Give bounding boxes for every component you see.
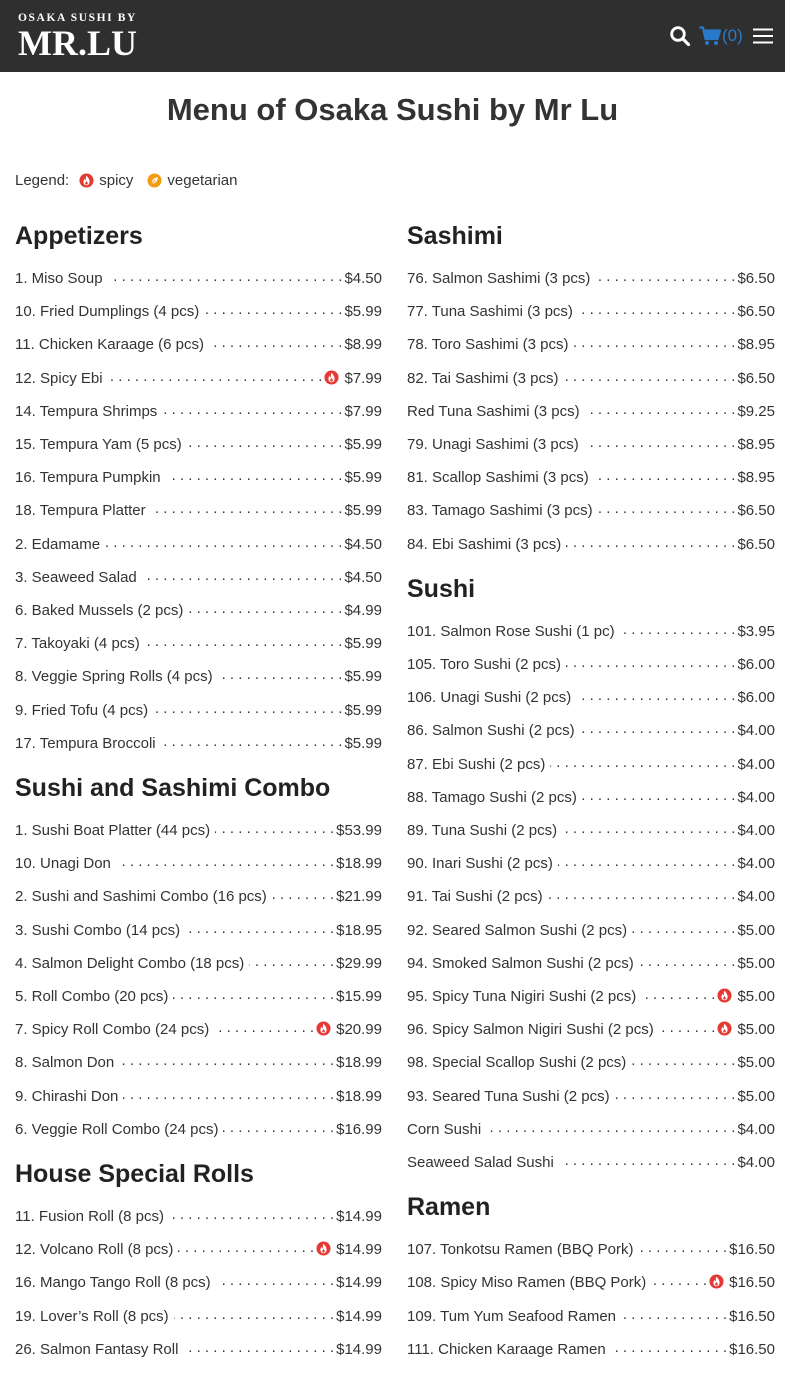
dot-leader [562,819,735,839]
menu-item-price: $6.50 [737,270,775,287]
dot-leader [249,952,334,972]
dot-leader [188,599,342,619]
menu-item-name: 89. Tuna Sushi (2 pcs) [407,822,558,839]
category-title-ramen: Ramen [407,1193,491,1222]
menu-item-name: 12. Spicy Ebi [15,369,103,387]
menu-item-price: $6.50 [737,369,775,387]
menu-item-name: 16. Tempura Pumpkin [15,469,161,487]
menu-item-price: $14.99 [336,1208,382,1225]
dot-leader [162,400,342,420]
legend-vegetarian-label: vegetarian [167,172,238,189]
menu-item-name: 3. Sushi Combo (14 pcs) [15,921,181,939]
menu-item[interactable] [15,852,382,872]
menu-item-price: $53.99 [336,822,382,839]
menu-item-name: 107. Tonkotsu Ramen (BBQ Pork) [407,1241,634,1259]
menu-item[interactable] [15,466,382,486]
menu-item[interactable] [407,433,775,453]
menu-item[interactable] [15,632,382,652]
dot-leader [611,1338,727,1358]
menu-item[interactable] [15,919,382,939]
menu-item-name: 15. Tempura Yam (5 pcs) [15,436,182,453]
menu-item-name: 16. Mango Tango Roll (8 pcs) [15,1274,211,1292]
menu-item[interactable] [407,1018,775,1038]
spicy-icon [79,173,94,188]
menu-item[interactable] [15,333,382,353]
menu-item[interactable] [15,699,382,719]
menu-item-price: $29.99 [336,954,382,972]
menu-item-price: $5.99 [344,436,382,453]
menu-item[interactable] [15,732,382,752]
menu-item[interactable] [15,367,382,387]
dot-leader [119,1051,334,1071]
category-title-sushi-and-sashimi-combo: Sushi and Sashimi Combo [15,774,331,802]
menu-item-price: $5.00 [737,1021,775,1039]
menu-item[interactable] [407,819,775,839]
menu-item-name: 17. Tempura Broccoli [15,734,156,752]
menu-item[interactable] [407,1051,775,1071]
menu-item-price: $3.95 [737,622,775,640]
dot-leader [651,1271,707,1291]
menu-item-name: 111. Chicken Karaage Ramen [407,1340,606,1358]
menu-item-price: $14.99 [336,1241,382,1259]
dot-leader [595,267,735,287]
menu-item-price: $4.50 [344,270,382,287]
page-title: Menu of Osaka Sushi by Mr Lu [166,92,619,127]
menu-item-price: $8.95 [737,469,775,487]
menu-item[interactable] [15,665,382,685]
menu-item-name: 4. Salmon Delight Combo (18 pcs) [15,954,245,972]
menu-item[interactable] [15,1205,382,1225]
legend [15,172,251,189]
dot-leader [116,852,334,872]
menu-item[interactable] [407,952,775,972]
dot-leader [151,499,343,519]
menu-item-price: $4.00 [737,1120,775,1138]
menu-item[interactable] [407,267,775,287]
dot-leader [550,753,735,773]
menu-item-name: Seaweed Salad Sushi [407,1154,554,1171]
menu-item[interactable] [15,1305,382,1325]
menu-item-price: $18.99 [336,1087,382,1105]
category-title-house-special-rolls: House Special Rolls [15,1160,254,1188]
menu-item[interactable] [15,533,382,553]
menu-item[interactable] [407,1305,775,1325]
menu-item-name: 91. Tai Sushi (2 pcs) [407,888,543,906]
menu-item-price: $5.00 [737,1087,775,1105]
menu-item[interactable] [407,1238,775,1258]
menu-item-name: 12. Volcano Roll (8 pcs) [15,1241,174,1259]
dot-leader [582,786,736,806]
menu-item-name: 11. Chicken Karaage (6 pcs) [15,336,204,354]
menu-item[interactable] [15,1085,382,1105]
menu-item-price: $16.50 [729,1241,775,1259]
menu-item-name: 86. Salmon Sushi (2 pcs) [407,722,575,740]
menu-item[interactable] [407,653,775,673]
dot-leader [621,1305,727,1325]
menu-item-price: $5.00 [737,954,775,972]
menu-item-price: $16.50 [729,1307,775,1325]
menu-item-price: $4.00 [737,755,775,773]
menu-item-name: 1. Sushi Boat Platter (44 pcs) [15,822,211,839]
menu-item-price: $5.99 [344,668,382,686]
menu-item-name: 81. Scallop Sashimi (3 pcs) [407,469,589,487]
menu-item[interactable] [15,599,382,619]
menu-item[interactable] [15,433,382,453]
menu-item-price: $5.99 [344,303,382,321]
menu-item-name: 92. Seared Salmon Sushi (2 pcs) [407,921,628,939]
menu-item-price: $7.99 [344,402,382,420]
dot-leader [631,1051,735,1071]
menu-item-price: $4.00 [737,855,775,873]
dot-leader [183,1338,334,1358]
menu-item-price: $5.00 [737,988,775,1005]
menu-item-price: $18.99 [336,1054,382,1072]
dot-leader [166,466,343,486]
dot-leader [123,1085,334,1105]
menu-item-price: $5.00 [737,921,775,939]
dot-leader [218,665,343,685]
menu-item[interactable] [15,400,382,420]
search-icon[interactable] [669,25,691,47]
dot-leader [639,952,736,972]
dot-leader [573,333,735,353]
menu-item-name: 6. Veggie Roll Combo (24 pcs) [15,1120,219,1138]
dot-leader [641,985,715,1005]
menu-item-price: $4.50 [344,535,382,553]
menu-item[interactable] [407,533,775,553]
menu-item[interactable] [15,267,382,287]
dot-leader [639,1238,728,1258]
dot-leader [615,1085,736,1105]
menu-item-name: 101. Salmon Rose Sushi (1 pc) [407,622,615,640]
dot-leader [576,686,735,706]
dot-leader [584,433,736,453]
menu-item-price: $5.99 [344,734,382,752]
menu-item[interactable] [15,300,382,320]
menu-item[interactable] [407,333,775,353]
menu-item[interactable] [15,1118,382,1138]
dot-leader [272,885,334,905]
menu-item[interactable] [15,952,382,972]
menu-item-price: $5.99 [344,701,382,719]
dot-leader [161,732,343,752]
menu-item-price: $18.95 [336,921,382,939]
menu-item-price: $16.50 [729,1274,775,1292]
menu-item[interactable] [407,885,775,905]
spicy-icon [717,988,732,1003]
menu-item-name: 95. Spicy Tuna Nigiri Sushi (2 pcs) [407,988,637,1005]
category-title-appetizers: Appetizers [15,222,143,250]
menu-item[interactable] [407,1118,775,1138]
menu-item[interactable] [407,1338,775,1358]
cart-icon [699,26,721,46]
menu-item-price: $6.00 [737,656,775,673]
menu-item[interactable] [407,1151,775,1171]
legend-label: Legend: [15,172,70,189]
menu-item-name: 14. Tempura Shrimps [15,402,158,420]
dot-leader [566,533,735,553]
menu-item-name: 11. Fusion Roll (8 pcs) [15,1208,164,1225]
dot-leader [548,885,736,905]
menu-item-name: 78. Toro Sashimi (3 pcs) [407,336,569,354]
menu-item-price: $4.00 [737,722,775,740]
menu-item[interactable] [407,753,775,773]
menu-item[interactable] [407,786,775,806]
dot-leader [486,1118,735,1138]
menu-item-price: $20.99 [336,1021,382,1039]
menu-item-name: 93. Seared Tuna Sushi (2 pcs) [407,1087,610,1105]
dot-leader [142,566,343,586]
category-title-sashimi: Sashimi [407,222,503,250]
menu-item-name: 7. Takoyaki (4 pcs) [15,635,140,653]
spicy-icon [709,1274,724,1289]
menu-item-price: $8.95 [737,436,775,453]
vegetarian-icon [147,173,162,188]
menu-item[interactable] [407,719,775,739]
menu-item-name: 2. Edamame [15,535,101,553]
menu-item-name: 105. Toro Sushi (2 pcs) [407,656,561,673]
dot-leader [169,1205,334,1225]
dot-leader [185,919,334,939]
dot-leader [598,499,736,519]
spicy-icon [316,1021,331,1036]
menu-item-price: $14.99 [336,1307,382,1325]
spicy-icon [717,1021,732,1036]
menu-item-name: 8. Salmon Don [15,1054,115,1072]
menu-item-name: 9. Fried Tofu (4 pcs) [15,701,149,719]
menu-item[interactable] [15,985,382,1005]
menu-item-price: $4.50 [344,568,382,586]
cart-button[interactable] [699,25,743,47]
dot-leader [585,400,736,420]
menu-item-name: 3. Seaweed Salad [15,568,137,586]
menu-item-price: $21.99 [336,888,382,906]
menu-item-name: 77. Tuna Sashimi (3 pcs) [407,303,573,321]
menu-item-name: 2. Sushi and Sashimi Combo (16 pcs) [15,888,267,906]
dot-leader [204,300,342,320]
menu-item-name: 19. Lover’s Roll (8 pcs) [15,1307,169,1325]
menu-item[interactable] [15,1238,382,1258]
menu-item-price: $14.99 [336,1340,382,1358]
menu-item-name: 108. Spicy Miso Ramen (BBQ Pork) [407,1274,647,1292]
spicy-icon [316,1241,331,1256]
menu-item-price: $6.50 [737,303,775,321]
menu-item-name: 18. Tempura Platter [15,502,146,520]
menu-item[interactable] [407,620,775,640]
menu-item-price: $8.95 [737,336,775,354]
menu-item-name: 98. Special Scallop Sushi (2 pcs) [407,1054,627,1072]
menu-item-name: 79. Unagi Sashimi (3 pcs) [407,436,579,453]
dot-leader [620,620,736,640]
menu-item-price: $6.50 [737,535,775,553]
dot-leader [153,699,342,719]
dot-leader [594,466,736,486]
dot-leader [214,1018,314,1038]
menu-item-price: $18.99 [336,855,382,873]
menu-item[interactable] [407,400,775,420]
menu-item[interactable] [407,300,775,320]
menu-item[interactable] [15,1018,382,1038]
dot-leader [174,1305,334,1325]
menu-item[interactable] [15,1271,382,1291]
dot-leader [563,367,735,387]
spicy-icon [324,370,339,385]
category-title-sushi: Sushi [407,574,476,603]
menu-item-price: $5.99 [344,635,382,653]
cart-count: (0) [722,26,743,45]
menu-item-name: 83. Tamago Sashimi (3 pcs) [407,502,593,520]
menu-item-price: $4.00 [737,1154,775,1171]
menu-item-price: $9.25 [737,402,775,420]
dot-leader [215,819,334,839]
menu-item-name: 10. Unagi Don [15,855,111,873]
dot-leader [578,300,736,320]
menu-item-name: 6. Baked Mussels (2 pcs) [15,602,184,619]
dot-leader [178,1238,314,1258]
menu-item-name: 106. Unagi Sushi (2 pcs) [407,689,572,707]
menu-item-price: $7.99 [344,369,382,387]
menu-item[interactable] [407,852,775,872]
menu-item-name: 10. Fried Dumplings (4 pcs) [15,303,200,321]
menu-item[interactable] [407,1085,775,1105]
menu-item-price: $4.99 [344,602,382,619]
menu-item-name: 96. Spicy Salmon Nigiri Sushi (2 pcs) [407,1021,654,1039]
menu-item[interactable] [407,1271,775,1291]
menu-item-name: 82. Tai Sashimi (3 pcs) [407,369,559,387]
menu-item[interactable] [407,686,775,706]
logo[interactable] [18,11,158,61]
dot-leader [108,267,343,287]
menu-item-name: 76. Salmon Sashimi (3 pcs) [407,270,591,287]
menu-item[interactable] [15,1338,382,1358]
dot-leader [209,333,342,353]
logo-wordmark: MR.LU [18,23,137,63]
menu-item-name: 90. Inari Sushi (2 pcs) [407,855,553,873]
menu-item-price: $5.99 [344,469,382,487]
menu-item[interactable] [15,885,382,905]
menu-item-name: Corn Sushi [407,1120,482,1138]
menu-item[interactable] [407,919,775,939]
top-nav-bar [0,0,785,72]
dot-leader [659,1018,716,1038]
menu-item-price: $6.00 [737,689,775,707]
menu-item-price: $4.00 [737,888,775,906]
menu-item-name: 9. Chirashi Don [15,1087,119,1105]
menu-item-price: $4.00 [737,788,775,806]
dot-leader [105,533,342,553]
menu-item-price: $16.99 [336,1120,382,1138]
dot-leader [216,1271,334,1291]
menu-item[interactable] [15,819,382,839]
legend-spicy-label: spicy [99,172,134,189]
menu-item[interactable] [407,466,775,486]
menu-item-name: 109. Tum Yum Seafood Ramen [407,1307,617,1325]
menu-item-name: 88. Tamago Sushi (2 pcs) [407,788,577,806]
menu-item[interactable] [407,985,775,1005]
dot-leader [108,367,323,387]
dot-leader [187,433,343,453]
menu-item-price: $16.50 [729,1340,775,1358]
menu-item[interactable] [15,566,382,586]
dot-leader [558,852,736,872]
menu-item-name: 26. Salmon Fantasy Roll [15,1340,179,1358]
hamburger-menu-icon[interactable] [752,27,774,45]
menu-item-price: $14.99 [336,1274,382,1292]
menu-item-price: $5.00 [737,1054,775,1072]
menu-item[interactable] [407,367,775,387]
dot-leader [559,1151,736,1171]
menu-item-name: 94. Smoked Salmon Sushi (2 pcs) [407,954,634,972]
menu-item-price: $8.99 [344,336,382,354]
menu-item-name: Red Tuna Sashimi (3 pcs) [407,402,580,420]
menu-item-price: $15.99 [336,988,382,1005]
menu-item[interactable] [407,499,775,519]
dot-leader [145,632,343,652]
menu-item-name: 87. Ebi Sushi (2 pcs) [407,755,546,773]
dot-leader [580,719,736,739]
menu-item-price: $4.00 [737,822,775,839]
dot-leader [632,919,735,939]
menu-item[interactable] [15,499,382,519]
menu-item-name: 1. Miso Soup [15,270,103,287]
menu-item-price: $5.99 [344,502,382,520]
dot-leader [566,653,735,673]
menu-item-name: 8. Veggie Spring Rolls (4 pcs) [15,668,213,686]
dot-leader [223,1118,334,1138]
menu-item-price: $6.50 [737,502,775,520]
dot-leader [173,985,334,1005]
logo-tagline: OSAKA SUSHI BY [18,12,137,24]
menu-item-name: 84. Ebi Sashimi (3 pcs) [407,535,562,553]
menu-item[interactable] [15,1051,382,1071]
menu-item-name: 5. Roll Combo (20 pcs) [15,988,169,1005]
menu-item-name: 7. Spicy Roll Combo (24 pcs) [15,1021,210,1039]
